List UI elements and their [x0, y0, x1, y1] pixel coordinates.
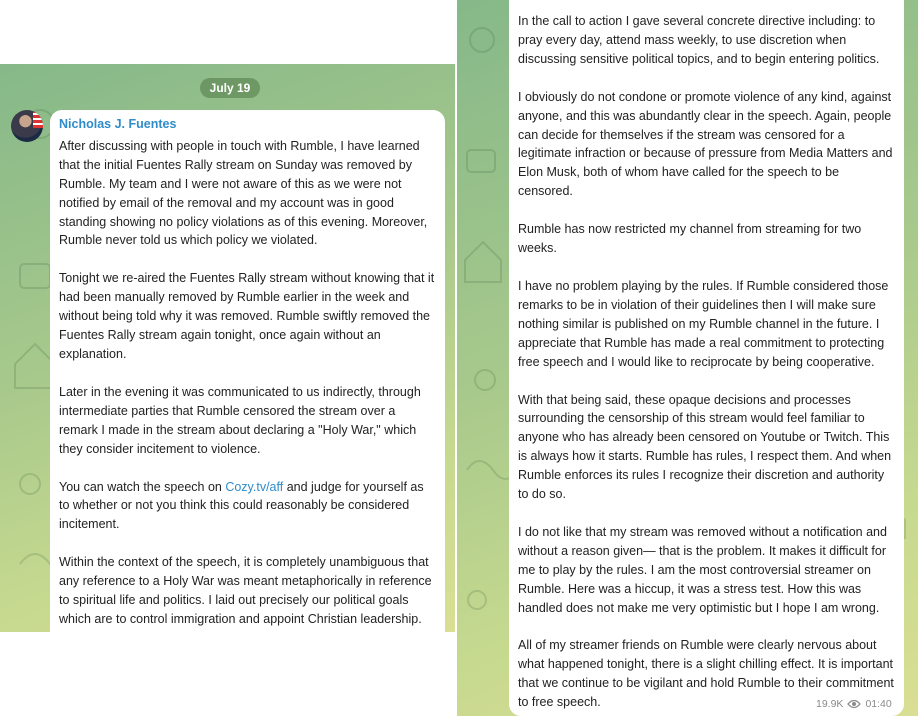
- flag-icon: [33, 112, 43, 128]
- message-bubble[interactable]: [50, 110, 445, 632]
- message-paragraph: Tonight we re-aired the Fuentes Rally stream without knowing that it had been manually removed by Rumble earlier in the week and without being told why it was removed. Rumble swiftly removed the Fuentes Rally stream again tonight, once again without an explanation.: [59, 271, 435, 361]
- message-paragraph: Within the context of the speech, it is completely unambiguous that any reference to a Holy War was meant metaphorically in reference to spiritual life and politics. I laid out precisely our political goals which are to control immigration and appoint Christian leadership.: [59, 555, 432, 626]
- message-paragraph: Rumble has now restricted my channel from streaming for two weeks.: [518, 222, 862, 256]
- avatar[interactable]: [11, 110, 43, 142]
- message-paragraph: With that being said, these opaque decisions and processes surrounding the censorship of this stream would feel familiar to anyone who has already been censored on Youtube or Twitch. This is always how it starts. Rumble has rules, I respect them. And when Rumble enforces its rules I recognize their discretion and authority to do so.: [518, 392, 892, 502]
- message-paragraph: All of my streamer friends on Rumble were clearly nervous about what happened tonight, there is a slight chilling effect. It is important that we continue to be vigilant and hold Rumble to their commitment to free speech.: [518, 638, 894, 710]
- message-meta: [816, 698, 892, 710]
- message-paragraph: In the call to action I gave several concrete directive including: to pray every day, attend mass weekly, to use discretion when discussing sensitive political topics, and to begin entering politics.: [518, 14, 880, 66]
- message-paragraph-with-link: [59, 478, 437, 535]
- link-suffix-text: and judge for yourself as to whether or not you think this could reasonably be considered incitement.: [59, 479, 424, 532]
- message-bubble-continued[interactable]: [509, 0, 904, 716]
- view-count: 19.9K: [816, 698, 844, 710]
- message-paragraph: Later in the evening it was communicated to us indirectly, through intermediate parties that Rumble censored the stream over a remark I made in the stream about declaring a "Holy War," which they consider incitement to violence.: [59, 384, 421, 456]
- eye-icon: [847, 699, 861, 709]
- cozy-tv-link[interactable]: Cozy.tv/aff: [225, 479, 284, 494]
- message-paragraph: I have no problem playing by the rules. If Rumble considered those remarks to be in violation of their guidelines then I will make sure nothing similar is published on my Rumble channel in the future. I appreciate that Rumble has made a real commitment to protecting free speech and I would like to reciprocate by being cooperative.: [518, 278, 889, 369]
- message-paragraph: After discussing with people in touch with Rumble, I have learned that the initial Fuentes Rally stream on Sunday was removed by Rumble. My team and I were not aware of this as we were not notified by email of the removal and my account was in good standing showing no policy violations as of this evening. Moreover, Rumble never told us which policy we violated.: [59, 138, 428, 248]
- sender-name[interactable]: Nicholas J. Fuentes: [59, 117, 177, 131]
- message-paragraph: I do not like that my stream was removed without a notification and without a reason given— that is the problem. It makes it difficult for me to play by the rules. I am the most controversial streamer on Rumble. Here was a hiccup, it was a stress test. How this was handled does not make me very optimistic but I hope I am wrong.: [518, 524, 887, 615]
- link-prefix-text: You can watch the speech on: [59, 479, 226, 494]
- date-divider: July 19: [200, 78, 260, 98]
- message-paragraph: I obviously do not condone or promote violence of any kind, against anyone, and this was abundantly clear in the speech. Again, people can decide for themselves if the stream was censored for a legitimate infraction or because of pressure from Media Matters and Elon Musk, both of whom have called for the speech to be censored.: [518, 89, 893, 199]
- timestamp: 01:40: [865, 698, 892, 710]
